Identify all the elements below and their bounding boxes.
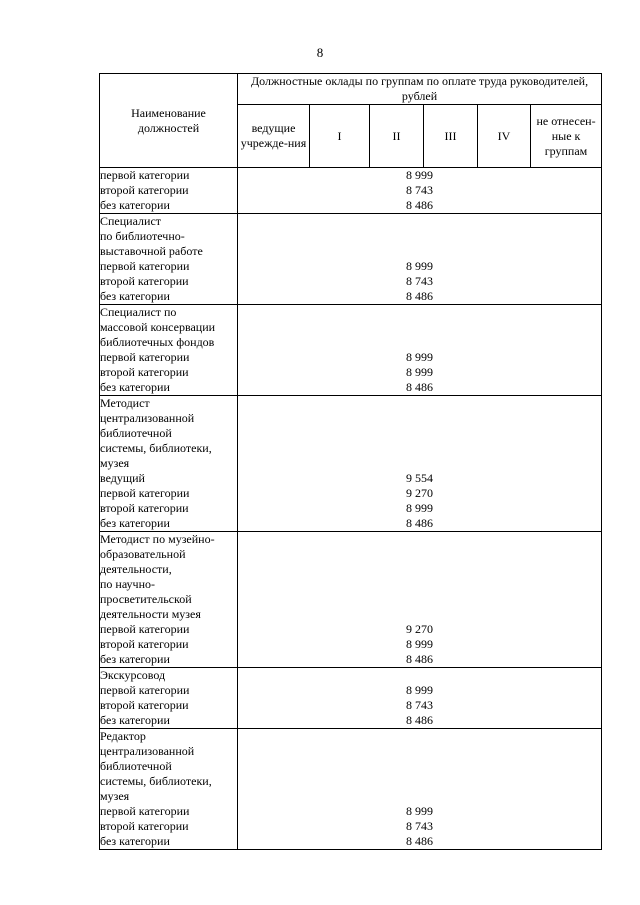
salary-value — [238, 607, 601, 622]
salary-value: 9 270 — [406, 486, 434, 500]
position-names-cell — [100, 305, 238, 396]
position-name: без категории — [100, 380, 170, 394]
table-row — [100, 729, 602, 850]
subheader-not-assigned: не отнесен-ные к группам — [531, 105, 602, 168]
position-name: централизованной — [100, 411, 195, 425]
position-name: первой категории — [100, 259, 190, 273]
position-name: библиотечной — [100, 426, 172, 440]
salary-value — [238, 441, 601, 456]
salary-value — [238, 759, 601, 774]
position-name: музея — [100, 456, 130, 470]
salary-value: 8 999 — [406, 637, 434, 651]
position-name: Методист по музейно- — [100, 532, 215, 546]
salary-value — [238, 532, 601, 547]
position-name: деятельности, — [100, 562, 172, 576]
salary-value — [238, 774, 601, 789]
subheader-group-1: I — [310, 105, 370, 168]
salary-value: 8 999 — [406, 350, 434, 364]
salary-value — [238, 229, 601, 244]
position-name: Экскурсовод — [100, 668, 166, 682]
position-name: второй категории — [100, 698, 189, 712]
salary-value — [238, 789, 601, 804]
salary-value: 8 999 — [406, 259, 434, 273]
position-name: второй категории — [100, 637, 189, 651]
position-name: без категории — [100, 713, 170, 727]
salary-value — [238, 547, 601, 562]
position-name: по научно- — [100, 577, 156, 591]
salary-value: 8 999 — [406, 804, 434, 818]
position-name: без категории — [100, 834, 170, 848]
table-row — [100, 396, 602, 532]
subheader-leading-institutions: ведущие учрежде-ния — [238, 105, 310, 168]
position-name: Редактор — [100, 729, 146, 743]
salary-values-cell — [238, 168, 602, 214]
table-body — [100, 168, 602, 850]
salary-value — [238, 577, 601, 592]
salary-value: 8 486 — [406, 380, 434, 394]
salary-value — [238, 320, 601, 335]
position-name: без категории — [100, 516, 170, 530]
salary-value: 8 743 — [406, 819, 434, 833]
position-name: без категории — [100, 198, 170, 212]
position-name: музея — [100, 789, 130, 803]
salary-value — [238, 244, 601, 259]
position-name: Специалист по — [100, 305, 177, 319]
position-name: Методист — [100, 396, 150, 410]
position-name: первой категории — [100, 683, 190, 697]
position-name: ведущий — [100, 471, 145, 485]
position-names-cell — [100, 532, 238, 668]
table-row — [100, 214, 602, 305]
table-row — [100, 532, 602, 668]
subheader-group-3: III — [424, 105, 478, 168]
salary-value — [238, 729, 601, 744]
page-number: 8 — [316, 45, 324, 60]
position-name: без категории — [100, 652, 170, 666]
salary-value — [238, 214, 601, 229]
position-name: системы, библиотеки, — [100, 774, 212, 788]
position-name: массовой консервации — [100, 320, 216, 334]
salary-value — [238, 305, 601, 320]
salary-value: 8 999 — [406, 365, 434, 379]
position-names-cell — [100, 668, 238, 729]
position-name: второй категории — [100, 274, 189, 288]
position-name: первой категории — [100, 168, 190, 182]
column-header-salary-groups: Должностные оклады по группам по оплате труда руководителей, рублей — [238, 74, 602, 105]
position-name: второй категории — [100, 819, 189, 833]
salary-values-cell — [238, 668, 602, 729]
salary-value — [238, 668, 601, 683]
position-names-cell — [100, 396, 238, 532]
salary-values-cell — [238, 729, 602, 850]
position-name: без категории — [100, 289, 170, 303]
salary-value: 8 743 — [406, 698, 434, 712]
salary-value: 8 486 — [406, 289, 434, 303]
salary-value — [238, 456, 601, 471]
position-name: первой категории — [100, 486, 190, 500]
salary-value: 9 270 — [406, 622, 434, 636]
position-names-cell — [100, 168, 238, 214]
position-name: просветительской — [100, 592, 192, 606]
position-name: образовательной — [100, 547, 186, 561]
salary-value — [238, 562, 601, 577]
position-name: централизованной — [100, 744, 195, 758]
table-row — [100, 668, 602, 729]
position-name: библиотечной — [100, 759, 172, 773]
position-name: выставочной работе — [100, 244, 203, 258]
position-name: деятельности музея — [100, 607, 201, 621]
salary-value — [238, 411, 601, 426]
position-name: второй категории — [100, 365, 189, 379]
position-name: второй категории — [100, 183, 189, 197]
position-names-cell — [100, 729, 238, 850]
salary-values-cell — [238, 396, 602, 532]
salary-value — [238, 396, 601, 411]
salary-values-cell — [238, 214, 602, 305]
salary-value: 8 486 — [406, 516, 434, 530]
salary-value: 8 486 — [406, 652, 434, 666]
subheader-group-4: IV — [478, 105, 531, 168]
salary-values-cell — [238, 305, 602, 396]
position-name: первой категории — [100, 622, 190, 636]
position-name: по библиотечно- — [100, 229, 185, 243]
position-names-cell — [100, 214, 238, 305]
subheader-group-2: II — [370, 105, 424, 168]
header-row — [100, 74, 602, 105]
position-name: Специалист — [100, 214, 162, 228]
salary-value: 8 486 — [406, 198, 434, 212]
table-row — [100, 305, 602, 396]
salary-values-cell — [238, 532, 602, 668]
salary-value: 8 999 — [406, 683, 434, 697]
position-name: первой категории — [100, 804, 190, 818]
salary-value — [238, 592, 601, 607]
salary-value: 8 486 — [406, 834, 434, 848]
position-name: системы, библиотеки, — [100, 441, 212, 455]
salary-value: 8 743 — [406, 274, 434, 288]
salary-value: 8 999 — [406, 501, 434, 515]
column-header-position-name: Наименование должностей — [100, 74, 238, 168]
salary-value: 8 486 — [406, 713, 434, 727]
salary-table — [99, 73, 602, 850]
salary-value — [238, 335, 601, 350]
position-name: второй категории — [100, 501, 189, 515]
salary-value — [238, 426, 601, 441]
salary-value: 9 554 — [406, 471, 434, 485]
salary-value — [238, 744, 601, 759]
table-row — [100, 168, 602, 214]
salary-value: 8 743 — [406, 183, 434, 197]
position-name: первой категории — [100, 350, 190, 364]
salary-value: 8 999 — [406, 168, 434, 182]
position-name: библиотечных фондов — [100, 335, 215, 349]
